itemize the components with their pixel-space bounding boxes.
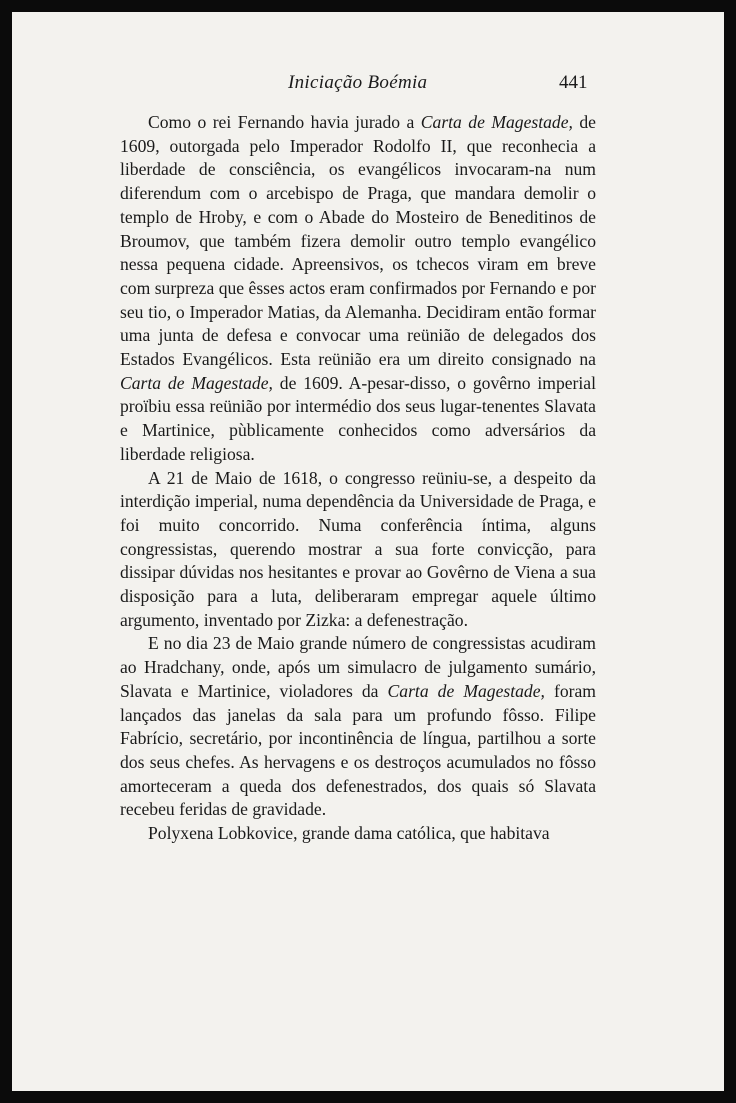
- text-segment: Polyxena Lobkovice, grande dama católica, que habitava: [148, 823, 550, 844]
- text-segment: de 1609, outorgada pelo Imperador Rodolfo II, que reconhecia a liberdade de consciência, os evangélicos invocaram-na num diferendum com o arcebispo de Praga, que mandara demolir o templo de Hroby, e com o Abade do Mosteiro de Beneditinos de Broumov, que também fizera demolir outro templo evangélico nessa pequena cidade. Apreensivos, os tchecos viram em breve com surpreza que êsses actos eram confirmados por Fernando e por seu tio, o Imperador Matias, da Alemanha. Decidiram então formar uma junta de defesa e convocar uma reünião de delegados dos Estados Evangélicos. Esta reünião era um direito consignado na: [120, 112, 596, 370]
- book-page: [12, 12, 724, 1091]
- running-title: Iniciação Boémia: [288, 72, 428, 93]
- italic-title: Carta de Magestade,: [387, 680, 545, 701]
- text-segment: foram lançados das janelas da sala para um profundo fôsso. Filipe Fabrício, secretário, por incontinência de língua, partilhou a sorte dos seus chefes. As hervagens e os destroços acumulados no fôsso amorteceram a queda dos defenestrados, dos quais só Slavata recebeu feridas de gravidade.: [120, 680, 596, 820]
- text-segment: de 1609. A-pesar-disso, o govêrno imperial proïbiu essa reünião por intermédio dos seus lugar-tenentes Slavata e Martinice, pùblicamente conhecidos como adversários da liberdade religiosa.: [120, 372, 596, 464]
- italic-title: Carta de Magestade,: [120, 372, 273, 393]
- page-header: [12, 72, 724, 102]
- italic-title: Carta de Magestade,: [420, 112, 573, 132]
- paragraph-3: [120, 632, 596, 822]
- paragraph-4: [120, 822, 596, 846]
- text-segment: Como o rei Fernando havia jurado a: [148, 112, 421, 132]
- paragraph-2: [120, 467, 596, 633]
- text-segment: E no dia 23 de Maio grande número de congressistas acudiram ao Hradchany, onde, após um simulacro de julgamento sumário, Slavata e Martinice, violadores da: [120, 633, 596, 701]
- paragraph-1: [120, 111, 596, 467]
- page-number: 441: [559, 72, 588, 93]
- body-text: [120, 111, 596, 846]
- text-segment: A 21 de Maio de 1618, o congresso reüniu-se, a despeito da interdição imperial, numa dependência da Universidade de Praga, e foi muito concorrido. Numa conferência íntima, alguns congressistas, querendo mostrar a sua forte convicção, para dissipar dúvidas nos hesitantes e provar ao Govêrno de Viena a sua disposição para a luta, deliberaram empregar aquele último argumento, inventado por Zizka: a defenestração.: [120, 467, 596, 630]
